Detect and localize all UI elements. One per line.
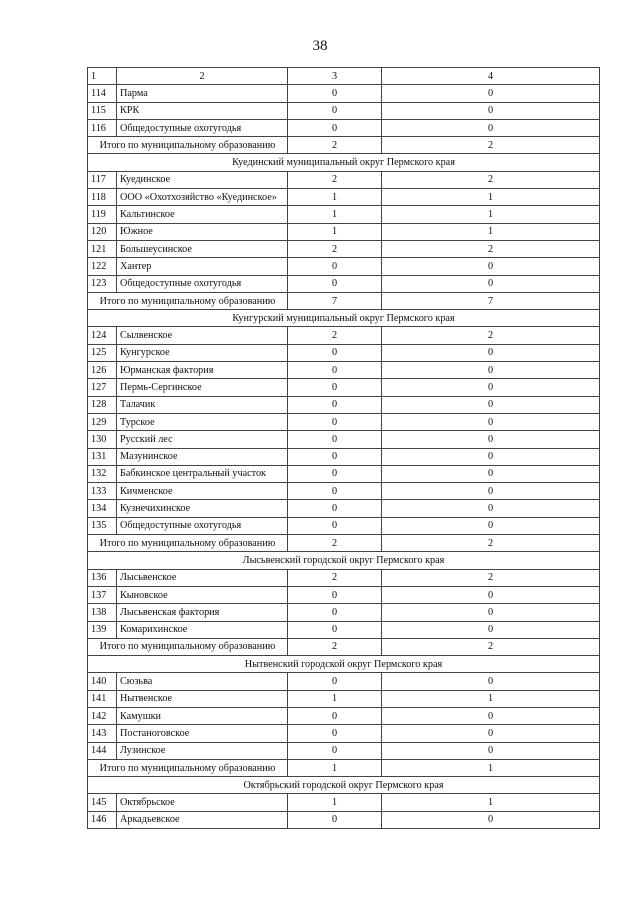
- row-number: 140: [88, 673, 117, 690]
- column-4-value: 0: [382, 586, 600, 603]
- table-row: [88, 119, 600, 136]
- table-row: [88, 189, 600, 206]
- column-3-value: 0: [288, 707, 382, 724]
- hunting-ground-name: Сылвенское: [117, 327, 288, 344]
- hunting-ground-name: Сюзьва: [117, 673, 288, 690]
- row-number: 119: [88, 206, 117, 223]
- row-number: 114: [88, 85, 117, 102]
- hunting-ground-name: Комарихинское: [117, 621, 288, 638]
- row-number: 138: [88, 604, 117, 621]
- table-row: [88, 690, 600, 707]
- table-row: [88, 811, 600, 828]
- table-row: [88, 673, 600, 690]
- column-4-value: 0: [382, 379, 600, 396]
- column-3-value: 2: [288, 171, 382, 188]
- row-number: 143: [88, 725, 117, 742]
- row-number: 139: [88, 621, 117, 638]
- table-row: [88, 431, 600, 448]
- column-4-value: 1: [382, 206, 600, 223]
- column-3-value: 0: [288, 621, 382, 638]
- table-row: [88, 327, 600, 344]
- row-number: 135: [88, 517, 117, 534]
- table-row: [88, 362, 600, 379]
- total-column-3-value: 2: [288, 535, 382, 552]
- hunting-ground-name: Хантер: [117, 258, 288, 275]
- table-row: [88, 604, 600, 621]
- hunting-ground-name: Аркадьевское: [117, 811, 288, 828]
- row-number: 125: [88, 344, 117, 361]
- column-3-value: 0: [288, 431, 382, 448]
- row-number: 116: [88, 119, 117, 136]
- column-4-value: 0: [382, 621, 600, 638]
- column-4-value: 0: [382, 500, 600, 517]
- table-row: [88, 171, 600, 188]
- column-3-value: 0: [288, 362, 382, 379]
- section-header-row: [88, 552, 600, 569]
- section-title: Куединский муниципальный округ Пермского края: [88, 154, 600, 171]
- column-3-value: 0: [288, 500, 382, 517]
- row-number: 145: [88, 794, 117, 811]
- column-4-value: 2: [382, 171, 600, 188]
- column-4-value: 0: [382, 707, 600, 724]
- row-number: 118: [88, 189, 117, 206]
- total-row: [88, 137, 600, 154]
- total-row: [88, 759, 600, 776]
- section-header-row: [88, 310, 600, 327]
- hunting-ground-name: Кальтинское: [117, 206, 288, 223]
- section-title: Кунгурский муниципальный округ Пермского края: [88, 310, 600, 327]
- table-row: [88, 223, 600, 240]
- row-number: 128: [88, 396, 117, 413]
- table-header-row: [88, 68, 600, 85]
- table-row: [88, 569, 600, 586]
- table-row: [88, 206, 600, 223]
- column-3-value: 0: [288, 102, 382, 119]
- hunting-ground-name: Турское: [117, 413, 288, 430]
- row-number: 127: [88, 379, 117, 396]
- hunting-ground-name: Кыновское: [117, 586, 288, 603]
- column-4-value: 0: [382, 362, 600, 379]
- column-4-value: 0: [382, 483, 600, 500]
- table-row: [88, 379, 600, 396]
- table-row: [88, 448, 600, 465]
- column-3-value: 0: [288, 517, 382, 534]
- column-3-value: 0: [288, 258, 382, 275]
- row-number: 115: [88, 102, 117, 119]
- table-body: [88, 68, 600, 829]
- header-cell-3: 3: [288, 68, 382, 85]
- section-header-row: [88, 154, 600, 171]
- column-4-value: 0: [382, 517, 600, 534]
- hunting-ground-name: Лысьвенская фактория: [117, 604, 288, 621]
- table-row: [88, 85, 600, 102]
- column-3-value: 1: [288, 189, 382, 206]
- column-3-value: 1: [288, 206, 382, 223]
- section-title: Лысьвенский городской округ Пермского края: [88, 552, 600, 569]
- total-column-3-value: 1: [288, 759, 382, 776]
- table-row: [88, 517, 600, 534]
- total-label: Итого по муниципальному образованию: [88, 535, 288, 552]
- row-number: 126: [88, 362, 117, 379]
- section-header-row: [88, 777, 600, 794]
- hunting-ground-name: Русский лес: [117, 431, 288, 448]
- column-4-value: 1: [382, 794, 600, 811]
- row-number: 144: [88, 742, 117, 759]
- hunting-ground-name: Кичменское: [117, 483, 288, 500]
- column-3-value: 0: [288, 742, 382, 759]
- column-4-value: 0: [382, 465, 600, 482]
- table-row: [88, 396, 600, 413]
- total-row: [88, 292, 600, 309]
- table-row: [88, 500, 600, 517]
- column-4-value: 0: [382, 85, 600, 102]
- hunting-ground-name: КРК: [117, 102, 288, 119]
- table-row: [88, 102, 600, 119]
- column-4-value: 0: [382, 725, 600, 742]
- column-3-value: 1: [288, 794, 382, 811]
- total-column-4-value: 1: [382, 759, 600, 776]
- hunting-ground-name: Юрманская фактория: [117, 362, 288, 379]
- table-row: [88, 586, 600, 603]
- row-number: 129: [88, 413, 117, 430]
- hunting-ground-name: Куединское: [117, 171, 288, 188]
- column-3-value: 0: [288, 448, 382, 465]
- row-number: 130: [88, 431, 117, 448]
- total-column-4-value: 2: [382, 137, 600, 154]
- row-number: 122: [88, 258, 117, 275]
- column-4-value: 1: [382, 690, 600, 707]
- table-row: [88, 742, 600, 759]
- total-column-3-value: 2: [288, 638, 382, 655]
- hunting-ground-name: Общедоступные охотугодья: [117, 517, 288, 534]
- total-column-4-value: 7: [382, 292, 600, 309]
- table-row: [88, 707, 600, 724]
- hunting-ground-name: Общедоступные охотугодья: [117, 119, 288, 136]
- column-3-value: 0: [288, 586, 382, 603]
- table-row: [88, 344, 600, 361]
- total-column-4-value: 2: [382, 535, 600, 552]
- row-number: 123: [88, 275, 117, 292]
- column-4-value: 0: [382, 811, 600, 828]
- total-column-3-value: 2: [288, 137, 382, 154]
- column-3-value: 1: [288, 690, 382, 707]
- column-4-value: 1: [382, 189, 600, 206]
- total-label: Итого по муниципальному образованию: [88, 638, 288, 655]
- hunting-ground-name: Октябрьское: [117, 794, 288, 811]
- hunting-ground-name: Парма: [117, 85, 288, 102]
- column-3-value: 0: [288, 725, 382, 742]
- table-row: [88, 465, 600, 482]
- table-row: [88, 794, 600, 811]
- row-number: 142: [88, 707, 117, 724]
- table-row: [88, 621, 600, 638]
- total-row: [88, 638, 600, 655]
- row-number: 133: [88, 483, 117, 500]
- column-4-value: 0: [382, 673, 600, 690]
- total-row: [88, 535, 600, 552]
- table-row: [88, 483, 600, 500]
- row-number: 131: [88, 448, 117, 465]
- column-4-value: 0: [382, 119, 600, 136]
- hunting-ground-name: Нытвенское: [117, 690, 288, 707]
- column-3-value: 0: [288, 465, 382, 482]
- hunting-ground-name: Постаноговское: [117, 725, 288, 742]
- column-3-value: 0: [288, 811, 382, 828]
- column-4-value: 1: [382, 223, 600, 240]
- column-4-value: 0: [382, 275, 600, 292]
- section-title: Нытвенский городской округ Пермского края: [88, 656, 600, 673]
- hunting-ground-name: Большеусинское: [117, 240, 288, 257]
- row-number: 121: [88, 240, 117, 257]
- table-row: [88, 275, 600, 292]
- table-row: [88, 240, 600, 257]
- column-3-value: 0: [288, 483, 382, 500]
- hunting-grounds-table: [87, 67, 600, 829]
- total-label: Итого по муниципальному образованию: [88, 759, 288, 776]
- column-4-value: 0: [382, 742, 600, 759]
- total-label: Итого по муниципальному образованию: [88, 137, 288, 154]
- column-4-value: 2: [382, 240, 600, 257]
- hunting-ground-name: Южное: [117, 223, 288, 240]
- column-3-value: 2: [288, 569, 382, 586]
- hunting-ground-name: Лузинское: [117, 742, 288, 759]
- hunting-ground-name: Пермь-Сергинское: [117, 379, 288, 396]
- table-row: [88, 413, 600, 430]
- row-number: 136: [88, 569, 117, 586]
- hunting-ground-name: ООО «Охотхозяйство «Куединское»: [117, 189, 288, 206]
- table-row: [88, 725, 600, 742]
- column-4-value: 0: [382, 258, 600, 275]
- row-number: 117: [88, 171, 117, 188]
- column-3-value: 0: [288, 344, 382, 361]
- column-3-value: 2: [288, 327, 382, 344]
- column-3-value: 0: [288, 379, 382, 396]
- row-number: 137: [88, 586, 117, 603]
- column-3-value: 1: [288, 223, 382, 240]
- hunting-ground-name: Общедоступные охотугодья: [117, 275, 288, 292]
- column-4-value: 0: [382, 344, 600, 361]
- hunting-ground-name: Кузнечихинское: [117, 500, 288, 517]
- row-number: 134: [88, 500, 117, 517]
- hunting-ground-name: Мазунинское: [117, 448, 288, 465]
- total-column-4-value: 2: [382, 638, 600, 655]
- column-3-value: 2: [288, 240, 382, 257]
- header-cell-2: 2: [117, 68, 288, 85]
- column-4-value: 2: [382, 327, 600, 344]
- hunting-ground-name: Бабкинское центральный участок: [117, 465, 288, 482]
- total-column-3-value: 7: [288, 292, 382, 309]
- column-4-value: 0: [382, 413, 600, 430]
- column-3-value: 0: [288, 604, 382, 621]
- column-4-value: 0: [382, 448, 600, 465]
- column-4-value: 0: [382, 102, 600, 119]
- hunting-ground-name: Талачик: [117, 396, 288, 413]
- column-3-value: 0: [288, 275, 382, 292]
- column-3-value: 0: [288, 673, 382, 690]
- column-3-value: 0: [288, 119, 382, 136]
- page-number: 38: [312, 38, 328, 54]
- column-3-value: 0: [288, 396, 382, 413]
- column-4-value: 0: [382, 431, 600, 448]
- hunting-ground-name: Кунгурское: [117, 344, 288, 361]
- column-3-value: 0: [288, 413, 382, 430]
- row-number: 124: [88, 327, 117, 344]
- header-cell-4: 4: [382, 68, 600, 85]
- column-4-value: 2: [382, 569, 600, 586]
- column-4-value: 0: [382, 396, 600, 413]
- hunting-ground-name: Лысьвенское: [117, 569, 288, 586]
- column-3-value: 0: [288, 85, 382, 102]
- header-cell-1: 1: [88, 68, 117, 85]
- column-4-value: 0: [382, 604, 600, 621]
- section-title: Октябрьский городской округ Пермского края: [88, 777, 600, 794]
- hunting-ground-name: Камушки: [117, 707, 288, 724]
- row-number: 146: [88, 811, 117, 828]
- row-number: 120: [88, 223, 117, 240]
- section-header-row: [88, 656, 600, 673]
- row-number: 132: [88, 465, 117, 482]
- table-row: [88, 258, 600, 275]
- row-number: 141: [88, 690, 117, 707]
- total-label: Итого по муниципальному образованию: [88, 292, 288, 309]
